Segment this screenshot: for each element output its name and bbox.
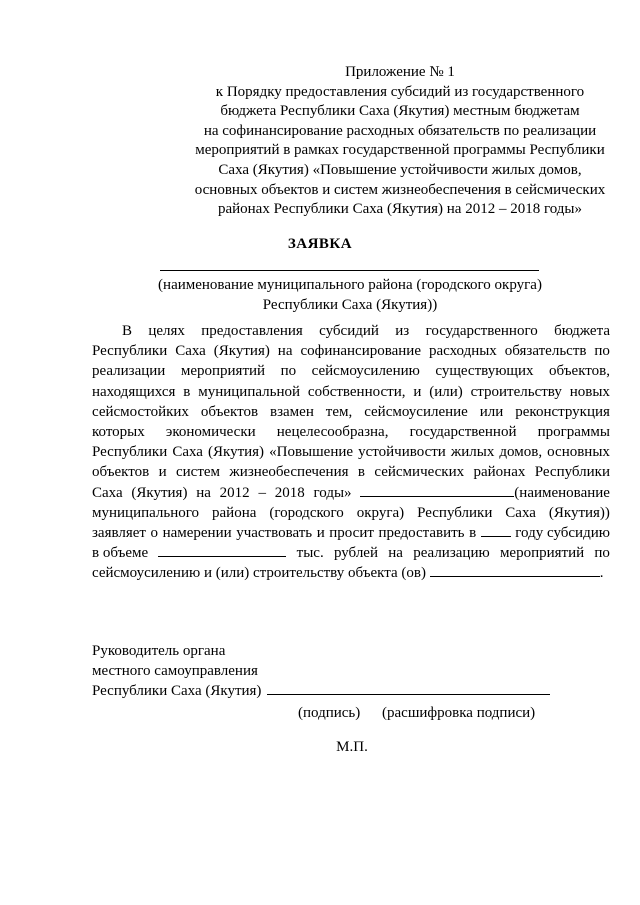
appendix-header — [180, 63, 620, 220]
appendix-line: к Порядку предоставления субсидий из государственного — [215, 83, 585, 100]
body-line: сейсмоусилению и (или) строительству объекта (ов) . — [92, 565, 604, 582]
municipality-name-inline-blank[interactable] — [360, 483, 514, 497]
stamp-place: М.П. — [336, 739, 368, 755]
signer-title-line: Республики Саха (Якутия) — [92, 681, 550, 701]
appendix-line: основных объектов и систем жизнеобеспечения в сейсмических — [194, 181, 606, 198]
year-blank[interactable] — [481, 523, 511, 537]
appendix-line: мероприятий в рамках государственной программы Республики — [195, 142, 605, 159]
body-line: в объеме тыс. рублей на реализацию мероприятий по — [92, 545, 610, 562]
appendix-line: Приложение № 1 — [345, 64, 455, 80]
signature-caption: (подпись) — [298, 705, 361, 721]
document-title: ЗАЯВКА — [287, 236, 353, 252]
signature-blank[interactable] — [267, 681, 550, 695]
body-line: сейсмостойких объектов взамен тем, сейсмоусиление или реконструкция — [92, 403, 610, 420]
appendix-line: бюджета Республики Саха (Якутия) местным бюджетам — [220, 103, 580, 120]
body-line: муниципального района (городского округа) Республики Саха (Якутия)) — [92, 504, 610, 521]
body-line: Республики Саха (Якутия) «Повышение устойчивости жилых домов, основных — [92, 444, 610, 461]
body-line: Саха (Якутия) на 2012 – 2018 годы» (наименование — [92, 484, 610, 501]
body-line: В целях предоставления субсидий из государственного бюджета — [122, 323, 610, 339]
body-line: находящихся в муниципальной собственности, и (или) строительству новых — [92, 383, 610, 400]
appendix-line: на софинансирование расходных обязательств по реализации — [203, 122, 597, 139]
appendix-line: Саха (Якутия) «Повышение устойчивости жилых домов, — [218, 161, 582, 178]
body-line: объектов и систем жизнеобеспечения в сейсмических районах Республики — [92, 464, 610, 481]
signature-decode-caption: (расшифровка подписи) — [382, 705, 536, 721]
body-line: которых экономически нецелесообразна, государственной программы — [92, 424, 610, 441]
object-blank[interactable] — [430, 563, 600, 577]
caption-line: (наименование муниципального района (городского округа) — [158, 277, 542, 293]
amount-blank[interactable] — [158, 543, 286, 557]
signer-title-line: Руководитель органа — [92, 643, 226, 659]
signer-title-line: местного самоуправления — [92, 663, 258, 680]
signature-block — [92, 641, 550, 702]
body-line: реализации мероприятий по сейсмоусилению существующих объектов, — [92, 363, 610, 380]
municipality-name-caption — [90, 276, 610, 315]
body-line: заявляет о намерении участвовать и просит предоставить в году субсидию — [92, 525, 610, 542]
body-line: Республики Саха (Якутия) на софинансирование расходных обязательств по — [92, 343, 610, 360]
application-body — [92, 321, 610, 584]
signature-captions — [298, 705, 553, 722]
municipality-name-blank[interactable] — [160, 270, 539, 271]
caption-line: Республики Саха (Якутия)) — [262, 296, 438, 313]
appendix-line: районах Республики Саха (Якутия) на 2012 – 2018 годы» — [217, 201, 583, 218]
